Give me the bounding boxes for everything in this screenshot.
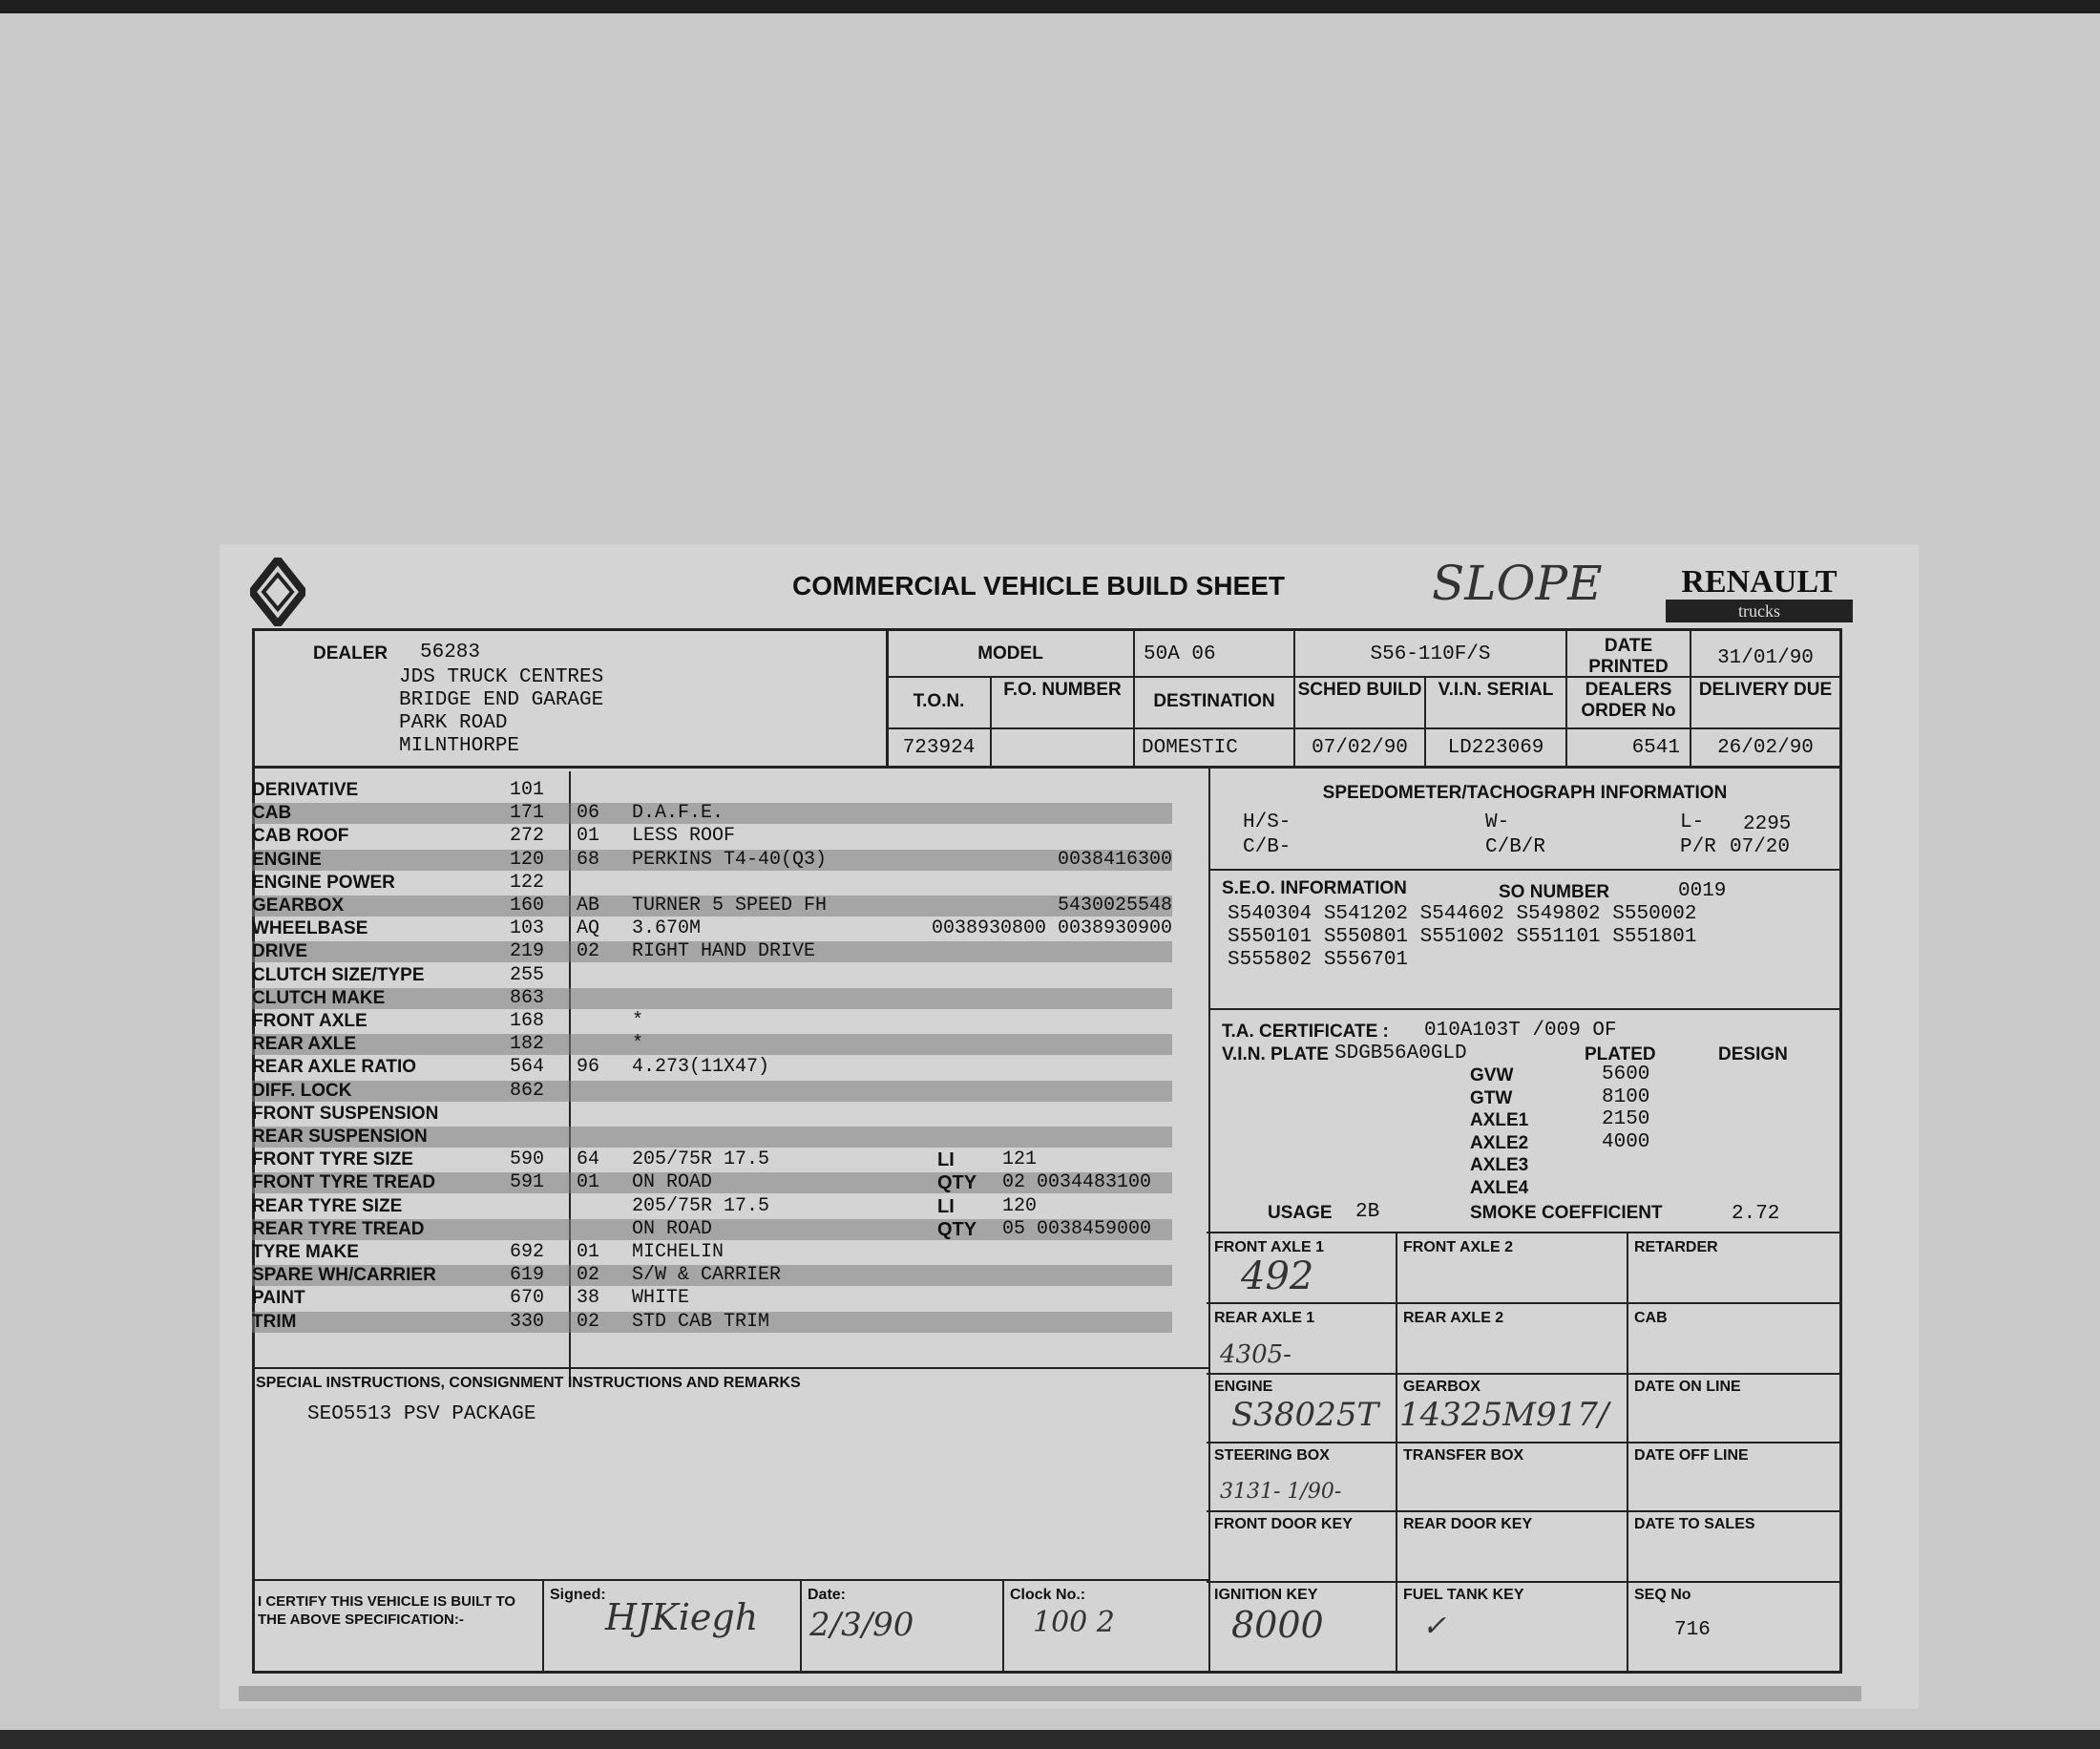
spec-row-code: 591 bbox=[509, 1171, 544, 1194]
so-number-label: SO NUMBER bbox=[1499, 882, 1610, 902]
date-printed-label: DATE PRINTED bbox=[1588, 636, 1669, 677]
spec-row-code: 160 bbox=[509, 895, 544, 917]
vin-serial-label: V.I.N. SERIAL bbox=[1438, 680, 1554, 700]
spec-row-label: REAR TYRE TREAD bbox=[252, 1218, 425, 1239]
spec-row-description: STD CAB TRIM bbox=[632, 1310, 770, 1333]
serial-grid-line bbox=[1207, 1581, 1840, 1583]
sched-build-label: SCHED BUILD bbox=[1297, 680, 1422, 700]
design-label: DESIGN bbox=[1718, 1044, 1788, 1064]
serial-grid-line bbox=[1207, 1442, 1840, 1443]
spec-row-option: 02 bbox=[577, 1264, 600, 1287]
speedo-hs: H/S- bbox=[1243, 811, 1292, 833]
vin-plate-label: V.I.N. PLATE bbox=[1222, 1044, 1329, 1064]
dealers-order-label: DEALERS ORDER No bbox=[1581, 680, 1676, 721]
spec-row-description: LESS ROOF bbox=[632, 825, 736, 848]
spec-row-option: 02 bbox=[577, 940, 600, 963]
spec-row-code: 120 bbox=[509, 848, 544, 871]
spec-row-label: REAR AXLE bbox=[252, 1034, 357, 1055]
transfer-box-label: TRANSFER BOX bbox=[1403, 1447, 1524, 1464]
spec-row-option: 68 bbox=[577, 848, 600, 871]
ta-row-value: 8100 bbox=[1602, 1085, 1650, 1108]
spec-row-description: 205/75R 17.5 bbox=[632, 1148, 770, 1171]
spec-row-option: 02 bbox=[577, 1310, 600, 1333]
spec-row-label: CLUTCH MAKE bbox=[252, 987, 386, 1008]
signed-label: Signed: bbox=[550, 1587, 606, 1603]
spec-row-code: 171 bbox=[509, 802, 544, 825]
spec-row-code: 862 bbox=[509, 1079, 544, 1102]
spec-row-description: 4.273(11X47) bbox=[632, 1056, 770, 1079]
plated-label: PLATED bbox=[1585, 1044, 1656, 1064]
cab-serial-label: CAB bbox=[1634, 1310, 1668, 1326]
ta-row-value: 5600 bbox=[1602, 1064, 1650, 1085]
frame-bottom bbox=[252, 1671, 1842, 1674]
spec-table bbox=[220, 771, 1174, 1333]
model-value: S56-110F/S bbox=[1370, 643, 1491, 665]
spec-row-description: ON ROAD bbox=[632, 1217, 713, 1240]
spec-row-code: 219 bbox=[509, 940, 544, 963]
spec-row-code: 182 bbox=[509, 1033, 544, 1056]
spec-row-option: AB bbox=[577, 895, 600, 917]
spec-row-label: REAR SUSPENSION bbox=[252, 1127, 428, 1147]
date-label: Date: bbox=[808, 1587, 847, 1603]
date-on-line-label: DATE ON LINE bbox=[1634, 1379, 1741, 1395]
date-printed-value: 31/01/90 bbox=[1717, 647, 1814, 669]
ta-cert-label: T.A. CERTIFICATE : bbox=[1222, 1022, 1389, 1042]
spec-row-option: 64 bbox=[577, 1148, 600, 1171]
date-value: 2/3/90 bbox=[809, 1606, 914, 1644]
remarks-label: SPECIAL INSTRUCTIONS, CONSIGNMENT INSTRUCTIONS AND REMARKS bbox=[256, 1375, 801, 1391]
certify-divider bbox=[800, 1579, 802, 1673]
spec-row-label: CLUTCH SIZE/TYPE bbox=[252, 964, 425, 985]
ignition-key-label: IGNITION KEY bbox=[1214, 1587, 1318, 1603]
spec-row-label: FRONT TYRE TREAD bbox=[252, 1172, 436, 1193]
dealer-label: DEALER bbox=[313, 643, 388, 664]
dealer-line-4: MILNTHORPE bbox=[399, 735, 520, 757]
renault-diamond-logo bbox=[250, 558, 305, 626]
spec-row-description: D.A.F.E. bbox=[632, 802, 724, 825]
remarks-top bbox=[252, 1367, 1208, 1369]
seq-no-value: 716 bbox=[1674, 1619, 1711, 1641]
destination-label: DESTINATION bbox=[1153, 691, 1275, 711]
spec-row-code: 692 bbox=[509, 1241, 544, 1263]
spec-row-code: 619 bbox=[509, 1264, 544, 1287]
spec-row-li-label: LI bbox=[937, 1195, 955, 1217]
spec-row-option: 01 bbox=[577, 825, 600, 848]
ignition-key-value: 8000 bbox=[1231, 1604, 1324, 1646]
spec-row-label: TRIM bbox=[252, 1311, 297, 1332]
spec-row-label: FRONT AXLE bbox=[252, 1011, 368, 1031]
order-grid-bottom bbox=[252, 766, 1842, 769]
certify-text: I CERTIFY THIS VEHICLE IS BUILT TO THE ABOVE SPECIFICATION:- bbox=[258, 1593, 516, 1628]
signature: HJKiegh bbox=[605, 1596, 759, 1638]
spec-row-label: SPARE WH/CARRIER bbox=[252, 1265, 436, 1286]
speedo-pr: P/R bbox=[1680, 836, 1716, 858]
certify-divider bbox=[1002, 1579, 1004, 1673]
spec-row-li-value: 05 0038459000 bbox=[1002, 1217, 1152, 1240]
spec-row-description: TURNER 5 SPEED FH bbox=[632, 895, 828, 917]
speedo-l: L- bbox=[1680, 811, 1705, 833]
spec-row-code: 255 bbox=[509, 963, 544, 986]
fuel-tank-key-value: ✓ bbox=[1422, 1610, 1447, 1643]
dealer-code: 56283 bbox=[420, 642, 481, 664]
spec-row-label: FRONT TYRE SIZE bbox=[252, 1149, 413, 1170]
spec-row-description: 3.670M bbox=[632, 917, 702, 940]
sheet-title: COMMERCIAL VEHICLE BUILD SHEET bbox=[792, 571, 1285, 601]
spec-row-description: * bbox=[632, 1033, 644, 1056]
spec-row-code: 590 bbox=[509, 1148, 544, 1171]
spec-row-label: PAINT bbox=[252, 1288, 305, 1309]
spec-row-label: CAB bbox=[252, 803, 292, 824]
date-off-line-label: DATE OFF LINE bbox=[1634, 1447, 1749, 1464]
spec-row-code: 168 bbox=[509, 1010, 544, 1032]
spec-row-description: 205/75R 17.5 bbox=[632, 1194, 770, 1217]
spec-row-label: GEARBOX bbox=[252, 896, 345, 916]
spec-row-li-value: 121 bbox=[1002, 1148, 1038, 1171]
spec-row-label: DRIVE bbox=[252, 941, 308, 962]
spec-row-description: PERKINS T4-40(Q3) bbox=[632, 848, 828, 871]
rear-door-key-label: REAR DOOR KEY bbox=[1403, 1516, 1533, 1532]
order-grid-line bbox=[886, 727, 1842, 729]
date-to-sales-label: DATE TO SALES bbox=[1634, 1516, 1755, 1532]
spec-row-label: TYRE MAKE bbox=[252, 1242, 359, 1262]
spec-row-option: 38 bbox=[577, 1287, 600, 1310]
engine-serial-label: ENGINE bbox=[1214, 1379, 1273, 1395]
destination-value: DOMESTIC bbox=[1142, 737, 1238, 759]
dealer-line-1: JDS TRUCK CENTRES bbox=[399, 666, 604, 688]
spec-row-label: DIFF. LOCK bbox=[252, 1080, 352, 1101]
ta-row-label: AXLE4 bbox=[1470, 1177, 1529, 1198]
ta-row-value: 4000 bbox=[1602, 1130, 1650, 1153]
spec-row-code: 863 bbox=[509, 986, 544, 1009]
gearbox-serial-value: 14325M917/ bbox=[1399, 1396, 1609, 1434]
steering-box-value: 3131- 1/90- bbox=[1220, 1480, 1342, 1504]
dealer-line-3: PARK ROAD bbox=[399, 712, 508, 734]
spec-row-label: DERIVATIVE bbox=[252, 780, 359, 800]
speedo-cb: C/B- bbox=[1243, 836, 1292, 858]
spec-row-part-number: 5430025548 bbox=[1057, 895, 1172, 917]
brand-sub: trucks bbox=[1666, 600, 1853, 622]
spec-row-option: 01 bbox=[577, 1241, 600, 1263]
spec-row-label: WHEELBASE bbox=[252, 918, 368, 939]
serial-grid-line bbox=[1207, 1302, 1840, 1304]
spec-row-label: ENGINE POWER bbox=[252, 872, 395, 893]
rear-axle-2-label: REAR AXLE 2 bbox=[1403, 1310, 1504, 1326]
certify-divider bbox=[542, 1579, 544, 1673]
spec-row-code: 670 bbox=[509, 1287, 544, 1310]
ta-row-value: 2150 bbox=[1602, 1108, 1650, 1130]
spec-row-li-label: QTY bbox=[937, 1218, 977, 1240]
spec-row-option: 01 bbox=[577, 1171, 600, 1194]
spec-row-label: FRONT SUSPENSION bbox=[252, 1103, 439, 1124]
spec-row-description: S/W & CARRIER bbox=[632, 1264, 782, 1287]
serial-grid-line bbox=[1396, 1232, 1397, 1673]
spec-row-code: 101 bbox=[509, 779, 544, 801]
renault-trucks-logo bbox=[1666, 565, 1853, 624]
spec-row-li-label: QTY bbox=[937, 1172, 977, 1194]
seq-no-label: SEQ No bbox=[1634, 1587, 1691, 1603]
handwritten-note: SLOPE bbox=[1432, 556, 1603, 611]
ta-row-label: GVW bbox=[1470, 1065, 1514, 1085]
gearbox-serial-label: GEARBOX bbox=[1403, 1379, 1480, 1395]
so-number-value: 0019 bbox=[1678, 880, 1727, 902]
brand-name: RENAULT bbox=[1681, 564, 1838, 600]
speedo-w: W- bbox=[1485, 811, 1510, 833]
certify-top bbox=[252, 1579, 1208, 1581]
front-axle-2-label: FRONT AXLE 2 bbox=[1403, 1239, 1513, 1255]
smoke-label: SMOKE COEFFICIENT bbox=[1470, 1203, 1663, 1223]
frame-top bbox=[252, 628, 1842, 631]
serial-grid-line bbox=[1627, 1232, 1628, 1673]
seo-line-2: S550101 S550801 S551002 S551101 S551801 bbox=[1228, 926, 1697, 948]
ton-value: 723924 bbox=[902, 737, 976, 759]
ton-label: T.O.N. bbox=[913, 691, 965, 711]
spec-row-li-value: 02 0034483100 bbox=[1002, 1171, 1152, 1194]
seo-title: S.E.O. INFORMATION bbox=[1222, 878, 1407, 898]
engine-serial-value: S38025T bbox=[1231, 1396, 1379, 1434]
seo-line-1: S540304 S541202 S544602 S549802 S550002 bbox=[1228, 903, 1697, 925]
spec-row-label: CAB ROOF bbox=[252, 826, 349, 847]
spec-row-li-value: 120 bbox=[1002, 1194, 1038, 1217]
spec-row-option: 96 bbox=[577, 1056, 600, 1079]
seo-line-3: S555802 S556701 bbox=[1228, 949, 1409, 971]
ta-row-label: AXLE1 bbox=[1470, 1110, 1529, 1130]
dealer-line-2: BRIDGE END GARAGE bbox=[399, 689, 604, 711]
serial-grid-line bbox=[1207, 1373, 1840, 1375]
front-door-key-label: FRONT DOOR KEY bbox=[1214, 1516, 1353, 1532]
rear-axle-1-label: REAR AXLE 1 bbox=[1214, 1310, 1315, 1326]
spec-row-label: REAR AXLE RATIO bbox=[252, 1057, 417, 1078]
seo-bottom bbox=[1210, 1008, 1840, 1010]
spec-row-description: ON ROAD bbox=[632, 1171, 713, 1194]
spec-row-code: 272 bbox=[509, 825, 544, 848]
ta-row-label: AXLE2 bbox=[1470, 1132, 1529, 1153]
spec-row-code: 330 bbox=[509, 1310, 544, 1333]
clock-no-label: Clock No.: bbox=[1010, 1587, 1086, 1603]
ta-row-label: GTW bbox=[1470, 1087, 1513, 1108]
vin-serial-value: LD223069 bbox=[1447, 737, 1544, 759]
model-code: 50A 06 bbox=[1144, 643, 1216, 665]
usage-value: 2B bbox=[1355, 1201, 1380, 1223]
retarder-label: RETARDER bbox=[1634, 1239, 1718, 1255]
bottom-edge bbox=[0, 1730, 2100, 1749]
vin-plate-value: SDGB56A0GLD bbox=[1334, 1043, 1467, 1064]
right-panel-divider bbox=[1208, 766, 1210, 1674]
spec-row-option: 06 bbox=[577, 802, 600, 825]
remarks-value: SEO5513 PSV PACKAGE bbox=[307, 1403, 536, 1425]
rear-axle-1-value: 4305- bbox=[1220, 1340, 1292, 1369]
serial-grid-line bbox=[1207, 1510, 1840, 1512]
delivery-due-value: 26/02/90 bbox=[1717, 737, 1814, 759]
order-grid-line bbox=[886, 676, 1842, 678]
fuel-tank-key-label: FUEL TANK KEY bbox=[1403, 1587, 1524, 1603]
spec-row-description: * bbox=[632, 1010, 644, 1032]
spec-row-label: REAR TYRE SIZE bbox=[252, 1195, 403, 1216]
speedo-title: SPEEDOMETER/TACHOGRAPH INFORMATION bbox=[1322, 783, 1728, 803]
speedo-cbr: C/B/R bbox=[1485, 836, 1546, 858]
front-axle-1-label: FRONT AXLE 1 bbox=[1214, 1239, 1324, 1255]
ta-cert-value: 010A103T /009 OF bbox=[1424, 1020, 1617, 1042]
spec-row-option: AQ bbox=[577, 917, 600, 940]
scan-smudge bbox=[239, 1686, 1861, 1701]
speedo-bottom bbox=[1210, 869, 1840, 871]
spec-row-part-number: 0038930800 0038930900 bbox=[931, 917, 1172, 940]
spec-row-description: WHITE bbox=[632, 1287, 690, 1310]
spec-row-code: 122 bbox=[509, 871, 544, 894]
spec-row-description: MICHELIN bbox=[632, 1241, 724, 1263]
sched-build-value: 07/02/90 bbox=[1312, 737, 1408, 759]
serial-grid-line bbox=[1207, 1232, 1840, 1233]
spec-row-code: 103 bbox=[509, 917, 544, 940]
smoke-value: 2.72 bbox=[1732, 1203, 1780, 1225]
spec-row-label: ENGINE bbox=[252, 849, 322, 870]
clock-no-value: 100 2 bbox=[1033, 1606, 1115, 1639]
ta-row-label: AXLE3 bbox=[1470, 1155, 1529, 1175]
build-sheet bbox=[220, 544, 1919, 1709]
steering-box-label: STEERING BOX bbox=[1214, 1447, 1330, 1464]
spec-row-part-number: 0038416300 bbox=[1057, 848, 1172, 871]
model-label: MODEL bbox=[977, 643, 1043, 664]
front-axle-1-value: 492 bbox=[1241, 1254, 1314, 1298]
spec-row-description: RIGHT HAND DRIVE bbox=[632, 940, 816, 963]
delivery-due-label: DELIVERY DUE bbox=[1698, 680, 1833, 700]
speedo-pr-value: 07/20 bbox=[1730, 836, 1791, 858]
frame-right bbox=[1839, 628, 1842, 1674]
spec-row-li-label: LI bbox=[937, 1149, 955, 1171]
speedo-l-value: 2295 bbox=[1743, 813, 1792, 835]
dealers-order-value: 6541 bbox=[1631, 737, 1680, 759]
fo-number-label: F.O. NUMBER bbox=[1003, 680, 1122, 700]
spec-row-code: 564 bbox=[509, 1056, 544, 1079]
usage-label: USAGE bbox=[1268, 1203, 1333, 1223]
